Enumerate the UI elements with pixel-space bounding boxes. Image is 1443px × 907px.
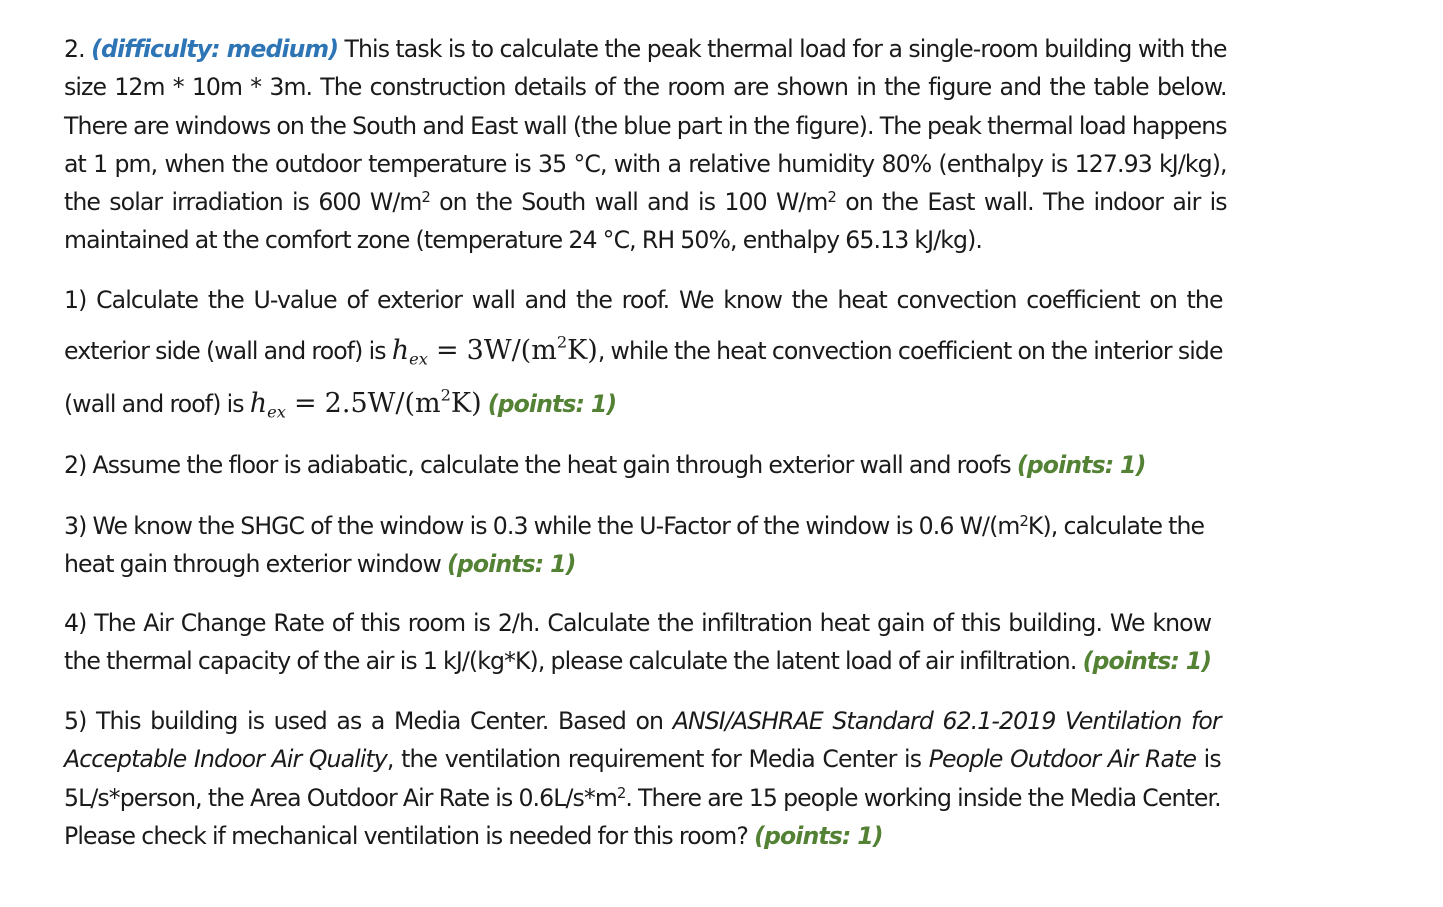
question-2 (64, 446, 1145, 484)
problem-number: 2. (64, 35, 85, 63)
problem-intro (64, 30, 1227, 260)
question-line: 5) This building is used as a Media Center. Based on ANSI/ASHRAE Standard 62.1-2019 Ventilation for (64, 707, 1221, 735)
standard-citation: ANSI/ASHRAE Standard 62.1-2019 Ventilation for (672, 707, 1221, 735)
question-3 (64, 507, 1204, 584)
points-label: (points: 1) (754, 821, 883, 850)
intro-line: There are windows on the South and East wall (the blue part in the figure). The peak thermal load happens (64, 111, 1227, 140)
points-label: (points: 1) (446, 550, 576, 579)
points-label: (points: 1) (1016, 451, 1146, 479)
points-label: (points: 1) (1082, 647, 1212, 676)
points-label: (points: 1) (487, 390, 617, 419)
question-line: 2) Assume the floor is adiabatic, calculate the heat gain through exterior wall and roofs (points: 1) (64, 451, 1146, 479)
question-line: the thermal capacity of the air is 1 kJ/(kg*K), please calculate the latent load of air infiltration. (points: 1) (64, 647, 1212, 676)
question-line: 4) The Air Change Rate of this room is 2/h. Calculate the infiltration heat gain of this building. We know (64, 609, 1212, 637)
question-line: 5L/s*person, the Area Outdoor Air Rate is $0.6L/s*m^2$. There are 15 people working inside the Media Center. (64, 783, 1221, 812)
question-1 (64, 281, 1223, 430)
question-line: (wall and roof) is $h_{ex} = 2.5W/(m^2K)$ (points: 1) (64, 385, 617, 422)
question-line: Acceptable Indoor Air Quality, the ventilation requirement for Media Center is People Outdoor Air Rate is (64, 745, 1221, 774)
intro-line: maintained at the comfort zone (temperature 24 °C, RH 50%, enthalpy 65.13 kJ/kg). (64, 226, 983, 255)
question-line: heat gain through exterior window (points: 1) (64, 550, 576, 579)
intro-line: at 1 pm, when the outdoor temperature is 35 °C, with a relative humidity 80% (enthalpy is 127.93 kJ/kg), (64, 149, 1227, 178)
intro-line: This task is to calculate the peak thermal load for a single-room building with the (344, 35, 1227, 63)
question-line: exterior side (wall and roof) is $h_{ex} = 3W/(m^2K)$, while the heat convection coefficient on the interior side (64, 332, 1223, 369)
difficulty-label: (difficulty: medium) (91, 35, 339, 63)
question-5 (64, 702, 1221, 855)
intro-line: the solar irradiation is 600 $W/m^2$ on the South wall and is 100 $W/m^2$ on the East wall. The indoor air is (64, 188, 1227, 217)
intro-line: size 12m * 10m * 3m. The construction details of the room are shown in the figure and the table below. (64, 73, 1227, 102)
question-line: Please check if mechanical ventilation is needed for this room? (points: 1) (64, 821, 883, 850)
question-4 (64, 604, 1211, 681)
question-line: 1) Calculate the U-value of exterior wall and the roof. We know the heat convection coefficient on the (64, 286, 1223, 314)
formula-hex-interior: $h_{ex} = 2.5W/(m^2K)$ (249, 385, 482, 422)
formula-hex-exterior: $h_{ex} = 3W/(m^2K)$ (391, 332, 598, 369)
question-line: 3) We know the SHGC of the window is 0.3 while the U-Factor of the window is 0.6 $W/(m^2K)$, calculate the (64, 512, 1205, 540)
